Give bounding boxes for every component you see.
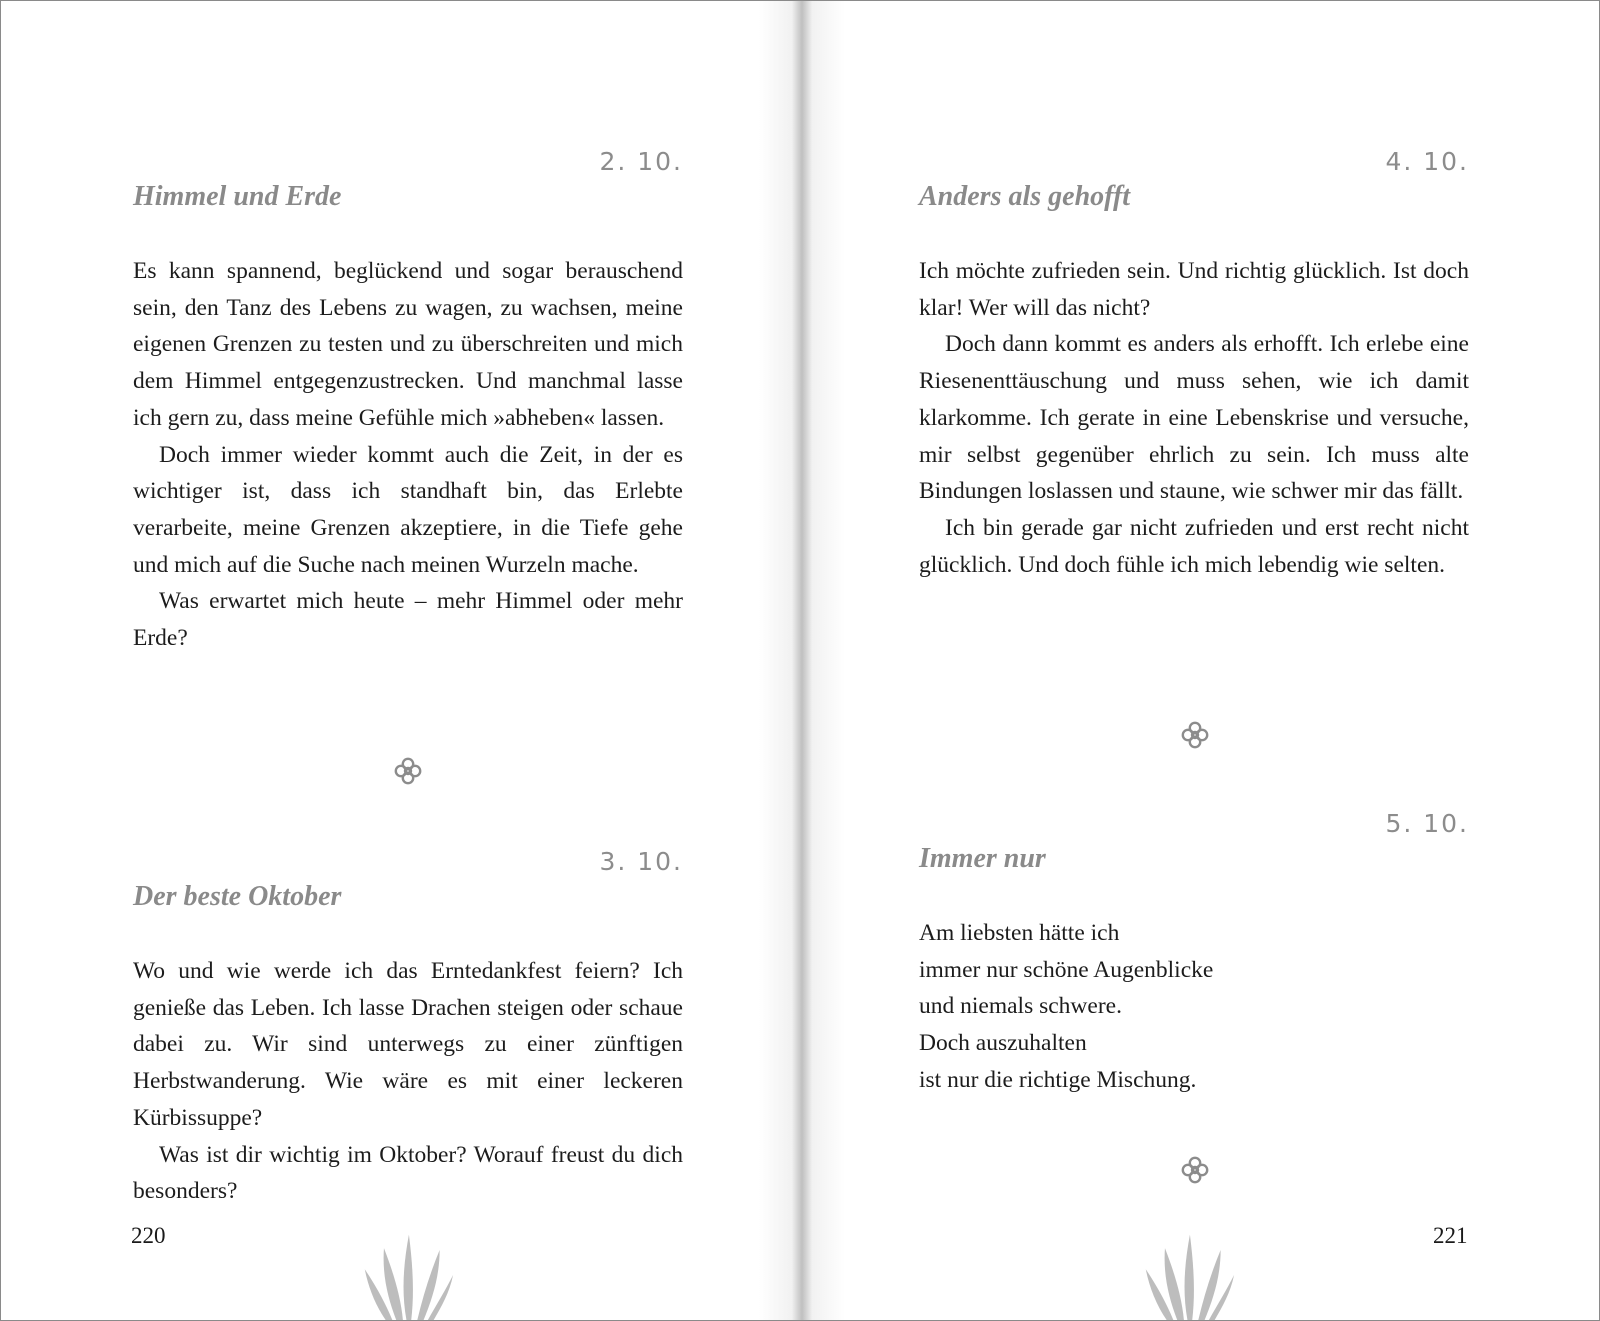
entry-date: 2. 10. (599, 147, 683, 176)
grass-ornament-icon (359, 1227, 455, 1321)
paragraph: Ich bin gerade gar nicht zufrieden und erst recht nicht glücklich. Und doch fühle ich mich lebendig wie selten. (919, 514, 1469, 578)
poem-line: ist nur die richtige Mischung. (919, 1066, 1197, 1093)
left-page (1, 1, 761, 1320)
paragraph: Wo und wie werde ich das Erntedankfest feiern? Ich genieße das Leben. Ich lasse Drachen steigen oder schaue dabei zu. Wir sind unterwegs zu einer zünftigen Herbstwanderung. Wie wäre es mit einer leckeren Kürbissuppe? (133, 958, 683, 1131)
poem-line: immer nur schöne Augenblicke (919, 956, 1214, 983)
entry-date: 5. 10. (1385, 809, 1469, 838)
entry-title: Anders als gehofft (919, 181, 1131, 212)
poem-body (919, 915, 1469, 1099)
entry-title: Immer nur (919, 843, 1046, 874)
paragraph: Was ist dir wichtig im Oktober? Worauf freust du dich besonders? (133, 1141, 683, 1205)
page-number: 221 (1433, 1223, 1468, 1248)
entry-2-10 (133, 147, 683, 652)
entry-3-10 (133, 847, 683, 1205)
entry-date: 3. 10. (599, 847, 683, 876)
paragraph: Doch dann kommt es anders als erhofft. Ich erlebe eine Riesenenttäuschung und muss sehen, wie ich damit klarkomme. Ich gerate in eine Lebenskrise und versuche, mir selbst gegenüber ehrlich zu sein. Ich muss alte Bindungen loslassen und staune, wie schwer mir das fällt. (919, 331, 1469, 505)
flower-ornament-icon (1180, 720, 1210, 750)
entry-body (133, 953, 683, 1210)
page-number: 220 (131, 1223, 166, 1248)
flower-ornament-icon (1180, 1155, 1210, 1185)
poem-line: Am liebsten hätte ich (919, 920, 1120, 946)
entry-title: Der beste Oktober (133, 881, 342, 912)
flower-ornament-icon (393, 756, 423, 786)
entry-date: 4. 10. (1385, 147, 1469, 176)
right-page (787, 1, 1547, 1320)
grass-ornament-icon (1140, 1227, 1236, 1321)
entry-body (133, 253, 683, 657)
paragraph: Doch immer wieder kommt auch die Zeit, in der es wichtiger ist, dass ich standhaft bin, das Erlebte verarbeite, meine Grenzen akzeptiere, in die Tiefe gehe und mich auf die Suche nach meinen Wurzeln mache. (133, 441, 683, 578)
paragraph: Es kann spannend, beglückend und sogar berauschend sein, den Tanz des Lebens zu wagen, zu wachsen, meine eigenen Grenzen zu testen und zu überschreiten und mich dem Himmel entgegenzustrecken. Und manchmal lasse ich gern zu, dass meine Gefühle mich »abheben« lassen. (133, 258, 683, 431)
entry-body (919, 253, 1469, 583)
paragraph: Ich möchte zufrieden sein. Und richtig glücklich. Ist doch klar! Wer will das nicht? (919, 258, 1469, 321)
poem-line: und niemals schwere. (919, 993, 1122, 1020)
paragraph: Was erwartet mich heute – mehr Himmel oder mehr Erde? (133, 588, 683, 652)
entry-4-10 (919, 147, 1469, 578)
poem-line: Doch auszuhalten (919, 1030, 1087, 1057)
entry-5-10 (919, 809, 1469, 1093)
entry-title: Himmel und Erde (133, 181, 342, 212)
